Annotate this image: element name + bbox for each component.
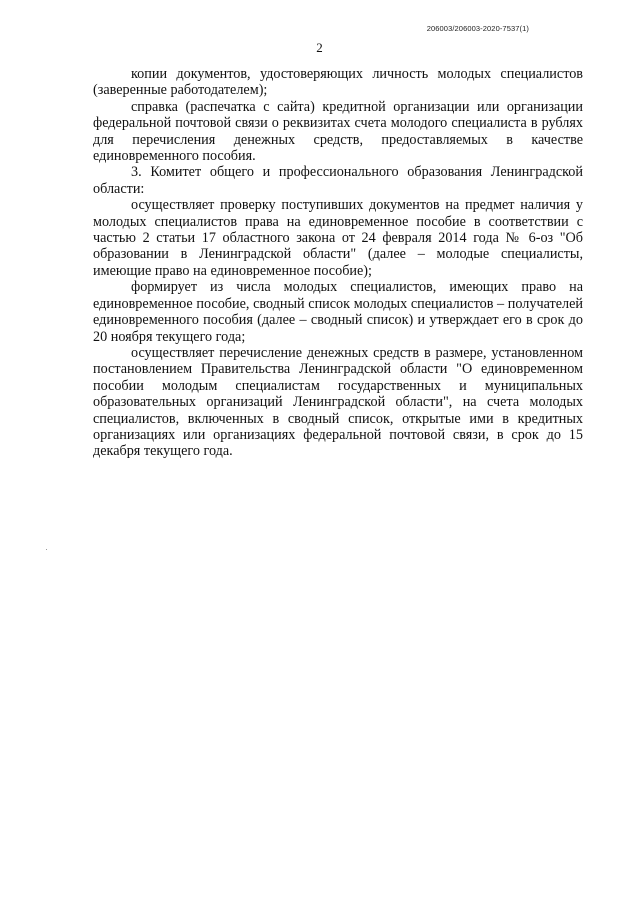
- paragraph-verification: осуществляет проверку поступивших документов на предмет наличия у молодых специалистов права на единовременное пособие в соответствии с частью 2 статьи 17 областного закона от 24 февраля 2014 года № 6-оз "Об образовании в Ленинградской области" (далее – молодые специалисты, имеющие право на единовременное пособие);: [93, 197, 583, 279]
- paragraph-committee-heading: 3. Комитет общего и профессионального образования Ленинградской области:: [93, 164, 583, 197]
- paragraph-payment-transfer: осуществляет перечисление денежных средств в размере, установленном постановлением Правительства Ленинградской области "О единовременном пособии молодым специалистам государственных и муниципальных образовательных организаций Ленинградской области", на счета молодых специалистов, включенных в сводный список, открытые ими в кредитных организациях или организациях федеральной почтовой связи, в срок до 15 декабря текущего года.: [93, 344, 583, 460]
- document-body: [93, 66, 583, 460]
- scan-speck: [46, 549, 47, 550]
- page-number: 2: [316, 40, 323, 55]
- document-id: 206003/206003-2020-7537(1): [426, 24, 529, 33]
- paragraph-summary-list: формирует из числа молодых специалистов, имеющих право на единовременное пособие, сводный список молодых специалистов – получателей единовременного пособия (далее – сводный список) и утверждает его в срок до 20 ноября текущего года;: [93, 279, 583, 345]
- paragraph-identity-docs: копии документов, удостоверяющих личность молодых специалистов (заверенные работодателем);: [93, 66, 583, 99]
- paragraph-bank-statement: справка (распечатка с сайта) кредитной организации или организации федеральной почтовой связи о реквизитах счета молодого специалиста в рублях для перечисления денежных средств, предоставляемых в качестве единовременного пособия.: [93, 98, 583, 165]
